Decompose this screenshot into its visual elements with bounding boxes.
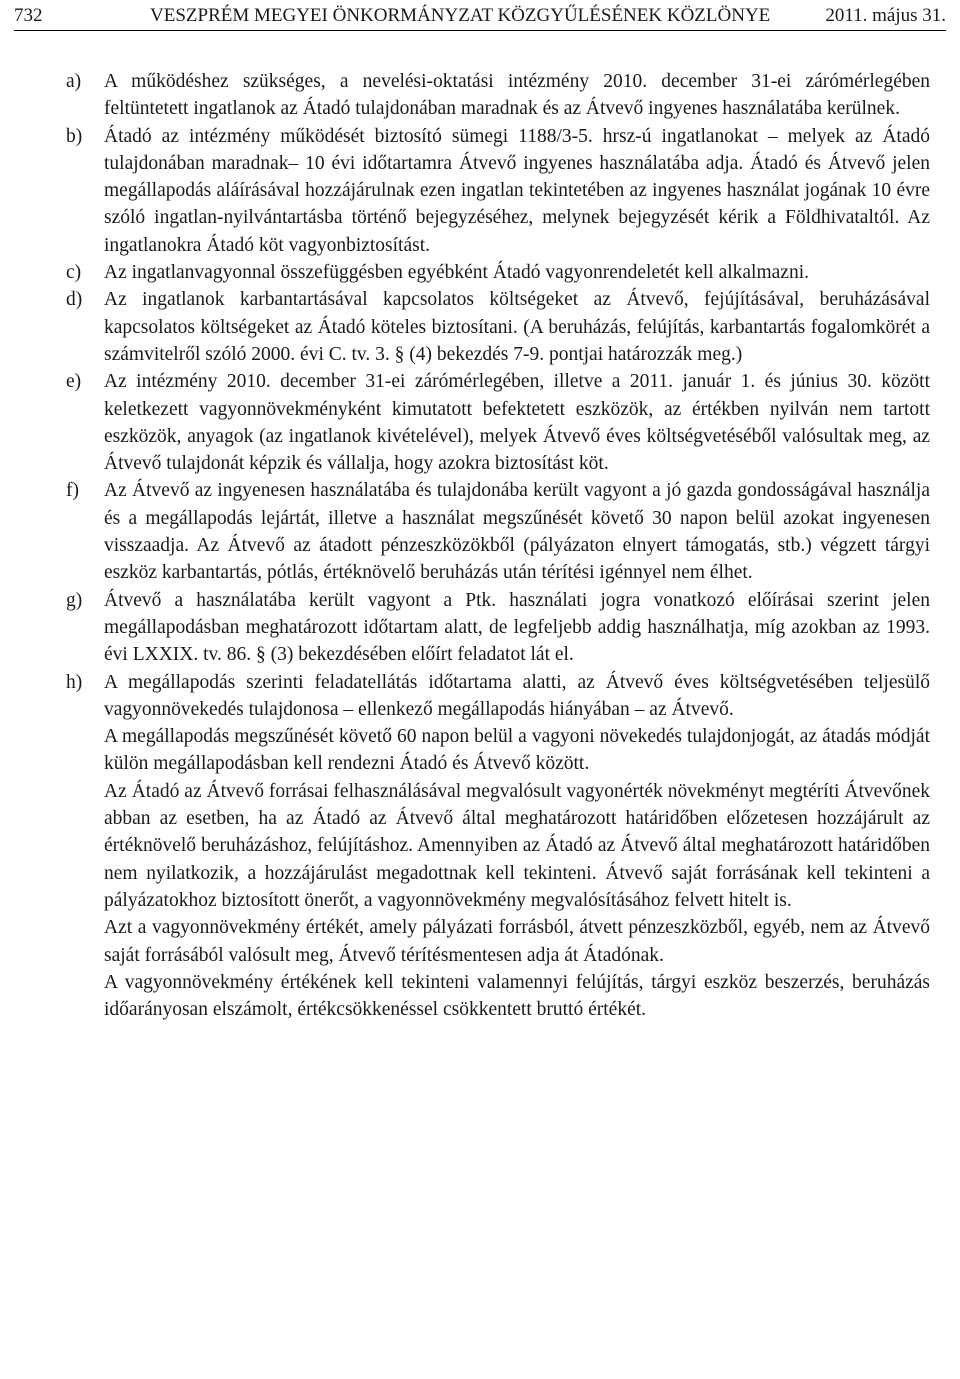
item-marker: a) [66, 71, 82, 92]
item-marker: c) [66, 262, 82, 284]
paragraph: Azt a vagyonnövekmény értékét, amely pályázati forrásból, átvett pénzeszközből, egyéb, nem az Átvevő saját forrásából valósult meg, Átvevő térítésmentesen adja át Átadónak. [104, 917, 930, 966]
item-marker: b) [66, 125, 83, 147]
page-header [14, 4, 946, 31]
list-item-b [66, 123, 930, 259]
paragraph: A vagyonnövekmény értékének kell tekinteni valamennyi felújítás, tárgyi eszköz beszerzés, beruházás időarányosan elszámolt, értékcsökkenéssel csökkentett bruttó értékét. [104, 971, 930, 1021]
paragraph: A működéshez szükséges, a nevelési-oktatási intézmény 2010. december 31-ei zárómérlegében feltüntetett ingatlanok az Átadó tulajdonában maradnak és az Átvevő ingyenes használatába kerülnek. [104, 71, 930, 120]
paragraph: A megállapodás szerinti feladatellátás időtartama alatti, az Átvevő éves költségvetésében teljesülő vagyonnövekedés tulajdonosa – ellenkező megállapodás hiányában – az Átvevő. [104, 671, 930, 720]
list-item-c [66, 259, 930, 286]
item-marker: g) [66, 589, 83, 611]
item-marker: d) [66, 289, 83, 311]
publication-title: VESZPRÉM MEGYEI ÖNKORMÁNYZAT KÖZGYŰLÉSÉNEK KÖZLÖNYE [150, 5, 771, 26]
list-item-d [66, 286, 930, 368]
list-item-a [66, 68, 930, 123]
list-item-h [66, 669, 930, 1024]
paragraph: A megállapodás megszűnését követő 60 napon belül a vagyoni növekedés tulajdonjogát, az átadás módját külön megállapodásban kell rendezni Átadó és Átvevő között. [104, 726, 930, 775]
list-item-f [66, 477, 930, 586]
list-item-g [66, 587, 930, 669]
paragraph: Az ingatlanok karbantartásával kapcsolatos költségeket az Átvevő, fejújításával, beruházásával kapcsolatos költségeket az Átadó köteles biztosítani. (A beruházás, felújítás, karbantartás fogalomkörét a számvitelről szóló 2000. évi C. tv. 3. § (4) bekezdés 7-9. pontjai határozzák meg.) [104, 289, 930, 365]
page-number: 732 [14, 5, 43, 26]
paragraph: Az intézmény 2010. december 31-ei zárómérlegében, illetve a 2011. január 1. és június 30. között keletkezett vagyonnövekményként kimutatott befektetett eszközök, az értékben nyilván nem tartott eszközök, anyagok (az ingatlanok kivételével), melyek Átvevő éves költségvetéséből valósultak meg, az Átvevő tulajdonát képzik és vállalja, hogy azokra biztosítást köt. [104, 371, 930, 475]
list-item-e [66, 368, 930, 477]
paragraph: Átadó az intézmény működését biztosító sümegi 1188/3-5. hrsz-ú ingatlanokat – melyek az Átadó tulajdonában maradnak– 10 évi időtartamra Átvevő ingyenes használatába adja. Átadó és Átvevő jelen megállapodás aláírásával hozzájárulnak ezen ingatlan tekintetében az ingyenes használat jogának 10 évre szóló ingatlan-nyilvántartásba történő bejegyzéséhez, melynek bejegyzését kérik a Földhivataltól. Az ingatlanokra Átadó köt vagyonbiztosítást. [104, 125, 930, 256]
item-marker: f) [66, 480, 79, 502]
item-marker: h) [66, 671, 83, 693]
publication-date: 2011. május 31. [825, 5, 946, 26]
item-marker: e) [66, 371, 82, 393]
paragraph: Átvevő a használatába került vagyont a Ptk. használati jogra vonatkozó előírásai szerint jelen megállapodásban meghatározott időtartam alatt, de legfeljebb addig használhatja, míg azokban az 1993. évi LXXIX. tv. 86. § (3) bekezdésében előírt feladatot lát el. [104, 589, 930, 666]
paragraph: Az Átadó az Átvevő forrásai felhasználásával megvalósult vagyonérték növekményt megtéríti Átvevőnek abban az esetben, ha az Átadó az Átvevő által meghatározott határidőben előzetesen hozzájárult az értéknövelő beruházáshoz, felújításhoz. Amennyiben az Átadó az Átvevő által meghatározott határidőben nem nyilatkozik, a hozzájárulást megadottnak kell tekinteni. Átvevő saját forrásának kell tekinteni a pályázatokhoz biztosított önerőt, a vagyonnövekmény megvalósításához felvett hitelt is. [104, 780, 930, 911]
paragraph: Az ingatlanvagyonnal összefüggésben egyébként Átadó vagyonrendeletét kell alkalmazni. [104, 262, 809, 284]
paragraph: Az Átvevő az ingyenesen használatába és tulajdonába került vagyont a jó gazda gondosságával használja és a megállapodás lejártát, illetve a használat megszűnését követő 30 napon belül azokat ingyenesen visszaadja. Az Átvevő az átadott pénzeszközökből (pályázaton elnyert támogatás, stb.) végzett tárgyi eszköz karbantartás, pótlás, értéknövelő beruházás után térítési igénnyel nem élhet. [104, 480, 930, 584]
document-body [66, 68, 930, 1023]
